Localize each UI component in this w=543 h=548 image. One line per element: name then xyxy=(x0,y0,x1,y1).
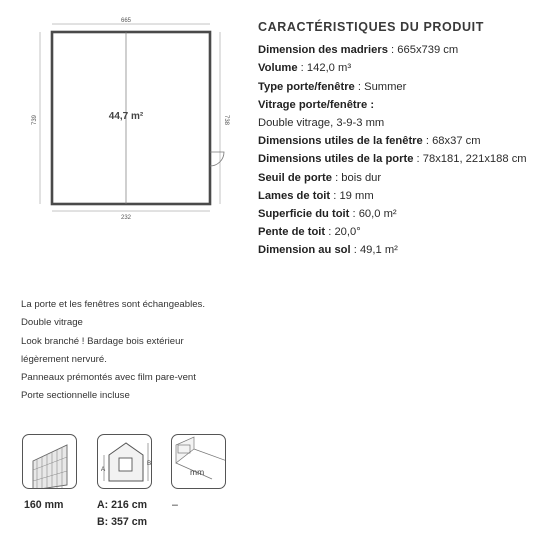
wall-thickness-caption: 160 mm xyxy=(24,499,64,511)
spec-line: Dimension au sol : 49,1 m² xyxy=(258,244,398,257)
spec-line: Dimension des madriers : 665x739 cm xyxy=(258,44,459,57)
floor-thickness-icon xyxy=(171,434,226,489)
spec-line: Double vitrage, 3-9-3 mm xyxy=(258,117,385,130)
features-list xyxy=(21,296,251,406)
dimension-b-label: B xyxy=(146,460,152,467)
spec-line: Vitrage porte/fenêtre : xyxy=(258,98,375,111)
floor-plan-diagram xyxy=(26,12,236,222)
spec-line: Dimensions utiles de la fenêtre : 68x37 cm xyxy=(258,135,481,148)
spec-line: Volume : 142,0 m³ xyxy=(258,62,352,75)
spec-line: Type porte/fenêtre : Summer xyxy=(258,80,407,93)
product-specs xyxy=(258,18,540,260)
spec-line: Seuil de porte : bois dur xyxy=(258,171,382,184)
feature-item: La porte et les fenêtres sont échangeables. xyxy=(21,299,206,310)
dimension-bottom: 232 xyxy=(120,215,132,221)
feature-item: Porte sectionnelle incluse xyxy=(21,390,130,402)
dimension-a-label: A xyxy=(100,466,106,473)
feature-item: Panneaux prémontés avec film pare-vent xyxy=(21,372,196,384)
floor-thickness-caption: – xyxy=(172,499,178,511)
house-dimensions-icon xyxy=(97,434,152,489)
specs-title: CARACTÉRISTIQUES DU PRODUIT xyxy=(258,20,484,34)
floor-unit-label: mm xyxy=(190,467,205,477)
spec-line: Superficie du toit : 60,0 m² xyxy=(258,208,397,221)
feature-item: Look branché ! Bardage bois extérieur xyxy=(21,335,184,347)
house-dimensions-caption xyxy=(97,497,147,531)
spec-line: Lames de toit : 19 mm xyxy=(258,189,374,202)
floor-area-label: 44,7 m² xyxy=(108,111,144,122)
feature-item: légèrement nervuré. xyxy=(21,353,107,365)
spec-line: Pente de toit : 20,0° xyxy=(258,226,361,239)
dimension-right: 738 xyxy=(223,114,229,126)
spec-line: Dimensions utiles de la porte : 78x181, 221x188 cm xyxy=(258,153,527,166)
dimension-left: 739 xyxy=(32,114,38,126)
dimension-top: 665 xyxy=(120,18,132,24)
wall-thickness-icon xyxy=(22,434,77,489)
height-b-caption: B: 357 cm xyxy=(97,516,148,528)
height-a-caption: A: 216 cm xyxy=(97,499,148,511)
feature-item: Double vitrage xyxy=(21,317,83,329)
door-swing-icon xyxy=(210,152,224,166)
